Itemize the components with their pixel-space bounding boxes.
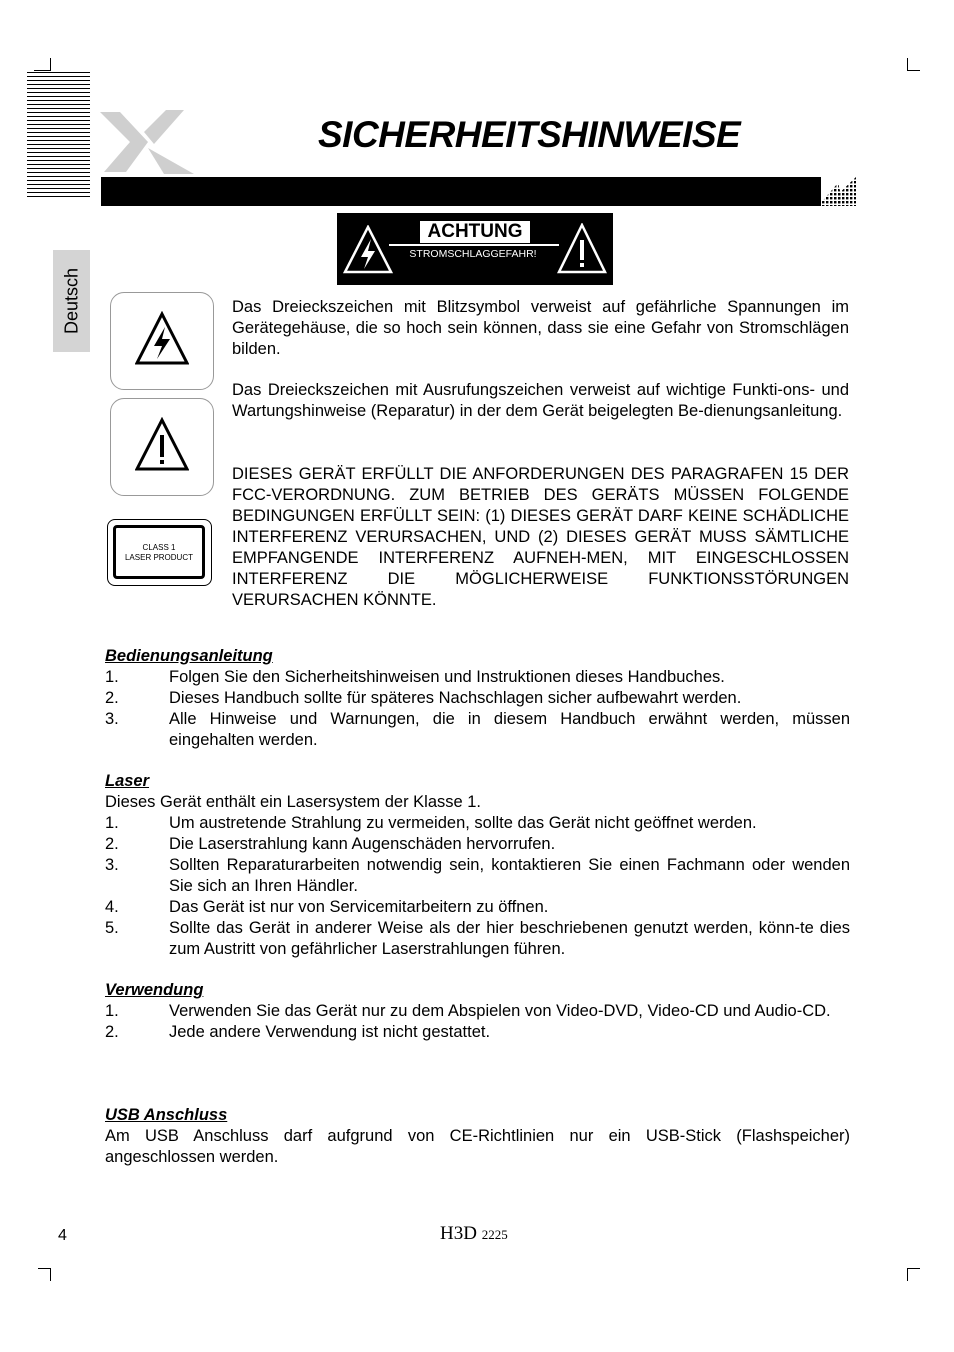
list-number: 5. [105, 919, 119, 937]
list-text: Alle Hinweise und Warnungen, die in diesem Handbuch erwähnt werden, müssen eingehalten werden. [169, 710, 850, 749]
intro-paragraph-lightning: Das Dreieckszeichen mit Blitzsymbol verweist auf gefährliche Spannungen im Gerätegehäuse, die so hoch sein können, dass sie eine Gefahr von Stromschlägen bilden. [232, 298, 849, 358]
list-number: 3. [105, 710, 119, 728]
warning-label-subtitle: STROMSCHLAGGEFAHR! [409, 248, 537, 260]
list-text: Die Laserstrahlung kann Augenschäden hervorrufen. [169, 835, 556, 853]
list-item [105, 709, 850, 751]
section-usb-anschluss [105, 1105, 850, 1168]
list-item [105, 918, 850, 960]
list-text: Dieses Handbuch sollte für späteres Nachschlagen sicher aufbewahrt werden. [169, 689, 742, 707]
list-number: 2. [105, 835, 119, 853]
list-number: 1. [105, 1002, 119, 1020]
crop-mark-top-right [907, 58, 920, 71]
list-text: Jede andere Verwendung ist nicht gestattet. [169, 1023, 491, 1041]
section-heading: Verwendung [105, 981, 204, 999]
section-heading: USB Anschluss [105, 1106, 228, 1124]
crop-mark-top-left [34, 58, 51, 71]
list-item [105, 834, 850, 855]
section-text: Am USB Anschluss darf aufgrund von CE-Richtlinien nur ein USB-Stick (Flashspeicher) angeschlossen werden. [105, 1127, 850, 1166]
lightning-warning-icon [343, 225, 393, 275]
list-number: 2. [105, 1023, 119, 1041]
list-item [105, 667, 850, 688]
laser-class-label [107, 519, 212, 586]
section-laser [105, 771, 850, 960]
exclamation-warning-icon [557, 223, 607, 275]
list-item [105, 1001, 850, 1022]
section-bedienungsanleitung [105, 646, 850, 751]
exclamation-triangle-icon [135, 417, 189, 473]
list-number: 3. [105, 856, 119, 874]
section-verwendung [105, 980, 850, 1043]
title-bar-dots [818, 177, 856, 206]
crop-mark-bottom-right [907, 1268, 920, 1281]
intro-paragraph-fcc: DIESES GERÄT ERFÜLLT DIE ANFORDERUNGEN DES PARAGRAFEN 15 DER FCC-VERORDNUNG. ZUM BETRIEB DES GERÄTS MÜSSEN FOLGENDE BEDINGUNGEN ERFÜLLT SEIN: (1) DIESES GERÄT DARF KEINE SCHÄDLICHE INTERFERENZ VERURSACHEN, UND (2) DIESES GERÄT MUSS SÄMTLICHE EMPFANGENDE INTERFERENZ AUFNEH-MEN, MIT EINGESCHLOSSEN INTERFERENZ DIE MÖGLICHERWEISE FUNKTIONSSTÖRUNGEN VERURSACHEN KÖNNTE. [232, 465, 849, 609]
lightning-symbol-box [110, 292, 214, 390]
section-heading: Laser [105, 772, 150, 790]
title-bar [101, 177, 821, 206]
language-tab-label: Deutsch [61, 267, 81, 335]
list-number: 1. [105, 814, 119, 832]
model-footer [440, 1223, 508, 1245]
header-stripes [27, 72, 90, 200]
list-item [105, 855, 850, 897]
list-item [105, 897, 850, 918]
exclamation-symbol-box [110, 398, 214, 496]
list-number: 1. [105, 668, 119, 686]
lightning-triangle-icon [135, 311, 189, 367]
list-number: 2. [105, 689, 119, 707]
laser-class-line2: LASER PRODUCT [124, 553, 193, 562]
warning-label-divider [389, 244, 559, 246]
list-text: Sollten Reparaturarbeiten notwendig sein, kontaktieren Sie einen Fachmann oder wenden Sie sich an Ihren Händler. [169, 856, 850, 895]
list-item [105, 813, 850, 834]
model-name: H3D [440, 1223, 477, 1244]
laser-class-line1: CLASS 1 [142, 543, 176, 552]
list-text: Sollte das Gerät in anderer Weise als der hier beschriebenen genutzt werden, könn-te dies zum Austritt von gefährlicher Laserstrahlungen führen. [169, 919, 850, 958]
section-heading: Bedienungsanleitung [105, 647, 273, 665]
list-text: Folgen Sie den Sicherheitshinweisen und Instruktionen dieses Handbuches. [169, 668, 725, 686]
crop-mark-bottom-left [38, 1268, 51, 1281]
list-text: Verwenden Sie das Gerät nur zu dem Abspielen von Video-DVD, Video-CD und Audio-CD. [169, 1002, 831, 1020]
language-tab [53, 250, 90, 352]
list-text: Um austretende Strahlung zu vermeiden, sollte das Gerät nicht geöffnet werden. [169, 814, 757, 832]
list-number: 4. [105, 898, 119, 916]
laser-class-inner [113, 525, 205, 579]
section-intro: Dieses Gerät enthält ein Lasersystem der Klasse 1. [105, 793, 482, 811]
list-item [105, 688, 850, 709]
page-title: SICHERHEITSHINWEISE [318, 114, 741, 155]
warning-label-title: ACHTUNG [420, 221, 530, 243]
list-text: Das Gerät ist nur von Servicemitarbeitern zu öffnen. [169, 898, 549, 916]
intro-paragraph-exclamation: Das Dreieckszeichen mit Ausrufungszeichen verweist auf wichtige Funkti-ons- und Wartungshinweise (Reparatur) in der dem Gerät beigelegten Be-dienungsanleitung. [232, 381, 849, 420]
model-number: 2225 [481, 1227, 508, 1242]
page-number: 4 [58, 1227, 67, 1244]
brand-x-logo-icon [96, 108, 196, 176]
list-item [105, 1022, 850, 1043]
